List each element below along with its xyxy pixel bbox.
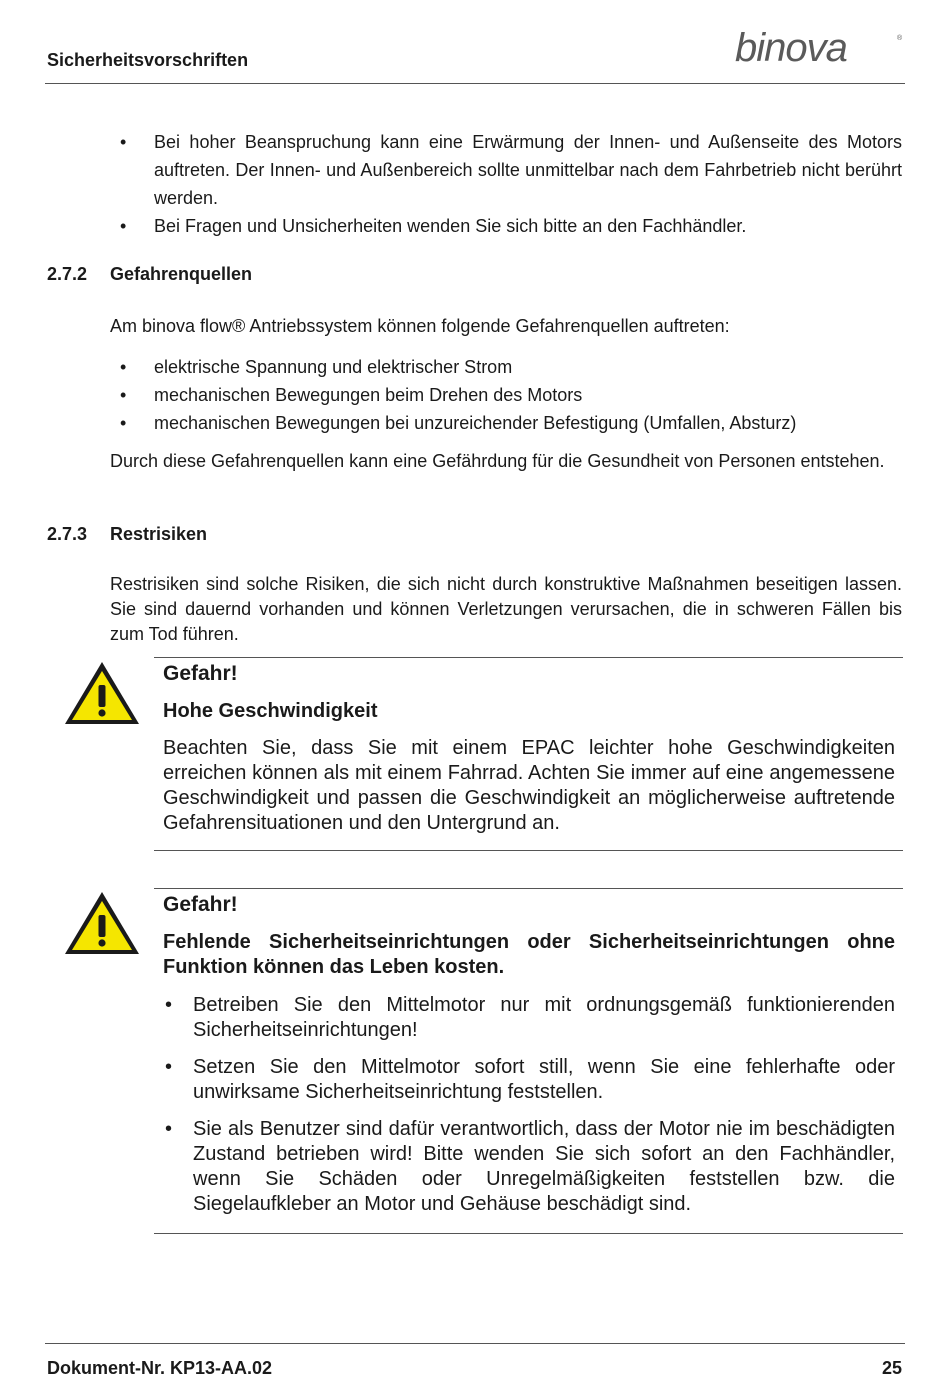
warning-2-bottom-rule xyxy=(154,1233,903,1234)
intro-bullet-list xyxy=(110,128,902,240)
warning-2-top-rule xyxy=(154,888,903,889)
section-2-7-2-outro: Durch diese Gefahrenquellen kann eine Gefährdung für die Gesundheit von Personen entstehen. xyxy=(110,451,885,471)
warning-2-bullet-list xyxy=(163,993,895,1229)
section-heading-2-7-3: 2.7.3 Restrisiken xyxy=(47,524,208,544)
list-item: • mechanischen Bewegungen beim Drehen des Motors xyxy=(110,381,902,409)
warning-1-bottom-rule xyxy=(154,850,903,851)
section-2-7-2-intro: Am binova flow® Antriebssystem können folgende Gefahrenquellen auftreten: xyxy=(110,316,730,336)
document-number: Dokument-Nr. KP13-AA.02 xyxy=(47,1358,273,1378)
binova-logo xyxy=(735,28,905,70)
list-item: • Bei Fragen und Unsicherheiten wenden Sie sich bitte an den Fachhändler. xyxy=(110,212,902,240)
header-rule xyxy=(45,83,905,84)
list-item: • mechanischen Bewegungen bei unzureichender Befestigung (Umfallen, Absturz) xyxy=(110,409,902,437)
page-header-title: Sicherheitsvorschriften xyxy=(47,50,249,70)
warning-1-subtitle: Hohe Geschwindigkeit xyxy=(163,700,378,722)
list-item: • elektrische Spannung und elektrischer Strom xyxy=(110,353,902,381)
list-item: • Setzen Sie den Mittelmotor sofort still, wenn Sie eine fehlerhafte oder unwirksame Sicherheitseinrichtung feststellen. xyxy=(163,1055,895,1105)
svg-text:®: ® xyxy=(897,35,903,42)
warning-1-top-rule xyxy=(154,657,903,658)
svg-text:binova: binova xyxy=(735,28,847,70)
hazard-source-list xyxy=(110,353,902,437)
section-2-7-3-text: Restrisiken sind solche Risiken, die sich nicht durch konstruktive Maßnahmen beseitigen lassen. Sie sind dauernd vorhanden und können Verletzungen verursachen, die in schweren Fällen bis zum Tod führen. xyxy=(110,574,902,644)
warning-triangle-icon xyxy=(62,659,142,727)
warning-2-label: Gefahr! xyxy=(163,893,238,916)
list-item: • Bei hoher Beanspruchung kann eine Erwärmung der Innen- und Außenseite des Motors auftreten. Der Innen- und Außenbereich sollte unmittelbar nach dem Fahrbetrieb nicht berührt werden. xyxy=(110,128,902,212)
warning-triangle-icon xyxy=(62,889,142,957)
page-number: 25 xyxy=(881,1358,902,1378)
list-item: • Sie als Benutzer sind dafür verantwortlich, dass der Motor nie im beschädigten Zustand betrieben wird! Bitte wenden Sie sich sofort an den Fachhändler, wenn Sie Schäden oder Unregelmäßigkeiten feststellen bzw. die Siegelaufkleber an Motor und Gehäuse beschädigt sind. xyxy=(163,1117,895,1217)
warning-2-subtitle: Fehlende Sicherheitseinrichtungen oder Sicherheitseinrichtungen ohne Funktion können das Leben kosten. xyxy=(163,931,895,978)
list-item: • Betreiben Sie den Mittelmotor nur mit ordnungsgemäß funktionierenden Sicherheitseinrichtungen! xyxy=(163,993,895,1043)
footer-rule xyxy=(45,1343,905,1344)
warning-1-label: Gefahr! xyxy=(163,662,238,685)
warning-1-text: Beachten Sie, dass Sie mit einem EPAC leichter hohe Geschwindigkeiten erreichen können als mit einem Fahrrad. Achten Sie immer auf eine angemessene Geschwindigkeit und passen die Geschwindigkeit an möglicherweise auftretende Gefahrensituationen und den Untergrund an. xyxy=(163,737,895,834)
section-heading-2-7-2: 2.7.2 Gefahrenquellen xyxy=(47,264,253,284)
